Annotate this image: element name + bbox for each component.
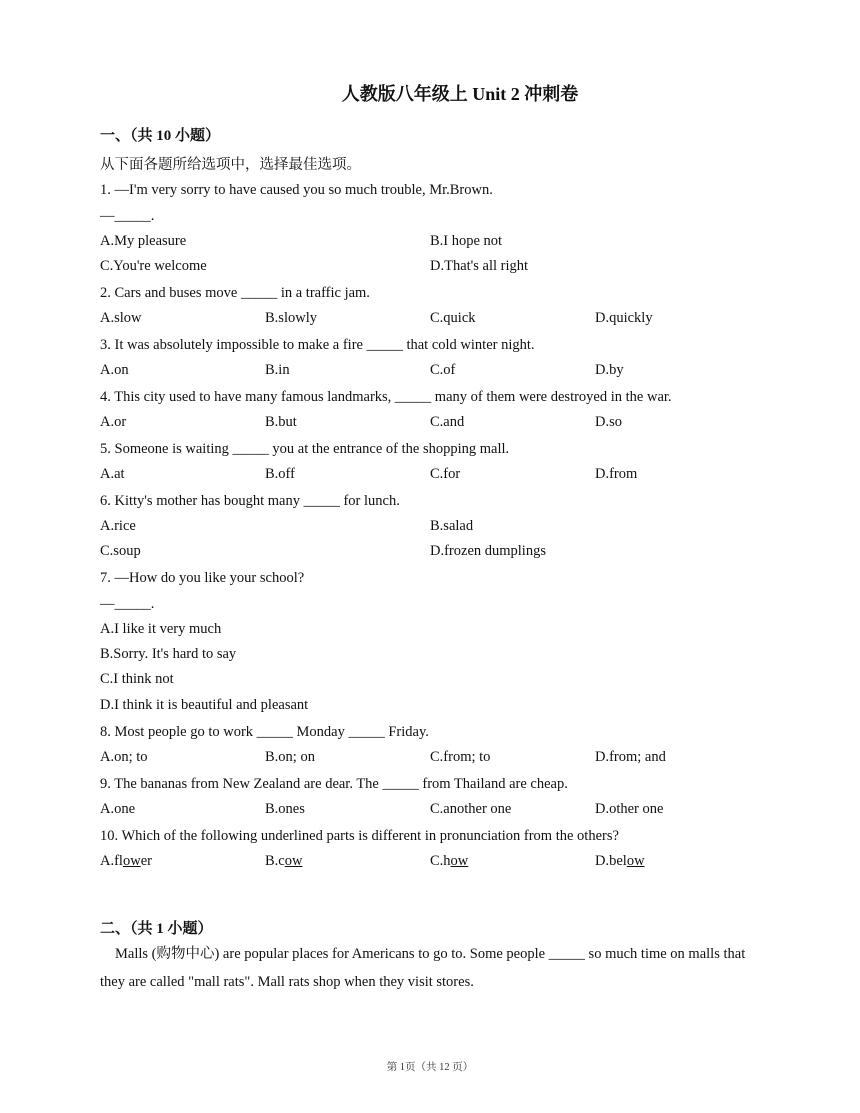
question-10-stem: 10. Which of the following underlined parts is different in pronunciation from the others? [100, 828, 619, 844]
question-2-option-c: C.quick [430, 310, 476, 326]
question-6-option-b: B.salad [430, 518, 474, 534]
question-1-option-b: B.I hope not [430, 233, 503, 249]
question-9-option-c: C.another one [430, 801, 512, 817]
question-2-option-d: D.quickly [595, 310, 653, 326]
question-5-stem: 5. Someone is waiting _____ you at the entrance of the shopping mall. [100, 441, 510, 457]
underlined-part: ow [450, 853, 469, 869]
question-1-option-c: C.You're welcome [100, 258, 207, 274]
question-5-option-b: B.off [265, 466, 295, 482]
question-6-option-c: C.soup [100, 543, 141, 559]
question-10-option-d: D.below [595, 853, 645, 869]
question-4-option-d: D.so [595, 414, 622, 430]
question-1-option-d: D.That's all right [430, 258, 529, 274]
question-9-option-d: D.other one [595, 801, 664, 817]
question-3-option-a: A.on [100, 362, 129, 378]
question-4-option-c: C.and [430, 414, 465, 430]
underlined-part: ow [626, 853, 645, 869]
question-2-stem: 2. Cars and buses move _____ in a traffic jam. [100, 285, 370, 301]
question-2-option-b: B.slowly [265, 310, 317, 326]
question-10-option-a: A.flower [100, 853, 152, 869]
question-7-stem: 7. —How do you like your school? [100, 570, 305, 586]
page-title: 人教版八年级上 Unit 2 冲刺卷 [341, 84, 579, 104]
question-5-option-a: A.at [100, 466, 125, 482]
question-1-stem: 1. —I'm very sorry to have caused you so much trouble, Mr.Brown. [100, 182, 493, 198]
section-2-heading: 二、（共 1 小题） [100, 921, 213, 937]
section-1-heading: 一、（共 10 小题） [100, 128, 221, 144]
question-9-option-b: B.ones [265, 801, 305, 817]
question-6-option-a: A.rice [100, 518, 136, 534]
question-8-option-b: B.on; on [265, 749, 315, 765]
question-8-option-a: A.on; to [100, 749, 148, 765]
question-7-option-b: B.Sorry. It's hard to say [100, 646, 237, 662]
question-7-option-c: C.I think not [100, 671, 174, 687]
question-10-option-b: B.cow [265, 853, 303, 869]
question-1-option-a: A.My pleasure [100, 233, 187, 249]
question-7-response: —_____. [100, 596, 155, 612]
question-7-option-a: A.I like it very much [100, 621, 222, 637]
question-4-option-b: B.but [265, 414, 297, 430]
question-9-option-a: A.one [100, 801, 136, 817]
question-5-option-c: C.for [430, 466, 461, 482]
question-4-option-a: A.or [100, 414, 127, 430]
page-footer: 第 1页（共 12 页） [386, 1062, 474, 1073]
underlined-part: ow [284, 853, 303, 869]
question-6-option-d: D.frozen dumplings [430, 543, 546, 559]
question-1-response: —_____. [100, 208, 155, 224]
question-3-option-b: B.in [265, 362, 290, 378]
question-9-stem: 9. The bananas from New Zealand are dear. The _____ from Thailand are cheap. [100, 776, 568, 792]
question-2-option-a: A.slow [100, 310, 142, 326]
underlined-part: ow [122, 853, 141, 869]
question-3-option-c: C.of [430, 362, 456, 378]
question-3-stem: 3. It was absolutely impossible to make a fire _____ that cold winter night. [100, 337, 535, 353]
question-8-option-d: D.from; and [595, 749, 666, 765]
question-8-stem: 8. Most people go to work _____ Monday _____ Friday. [100, 724, 429, 740]
section-2-passage: Malls (购物中心) are popular places for Americans to go to. Some people _____ so much time on malls that they are called "mall rats". Mall rats shop when they visit stores. [100, 946, 746, 990]
section-1-instruction: 从下面各题所给选项中，选择最佳选项。 [100, 157, 361, 173]
question-8-option-c: C.from; to [430, 749, 491, 765]
question-10-option-c: C.how [430, 853, 469, 869]
question-7-option-d: D.I think it is beautiful and pleasant [100, 697, 309, 713]
question-4-stem: 4. This city used to have many famous landmarks, _____ many of them were destroyed in the war. [100, 389, 672, 405]
question-6-stem: 6. Kitty's mother has bought many _____ for lunch. [100, 493, 400, 509]
question-3-option-d: D.by [595, 362, 624, 378]
question-5-option-d: D.from [595, 466, 638, 482]
